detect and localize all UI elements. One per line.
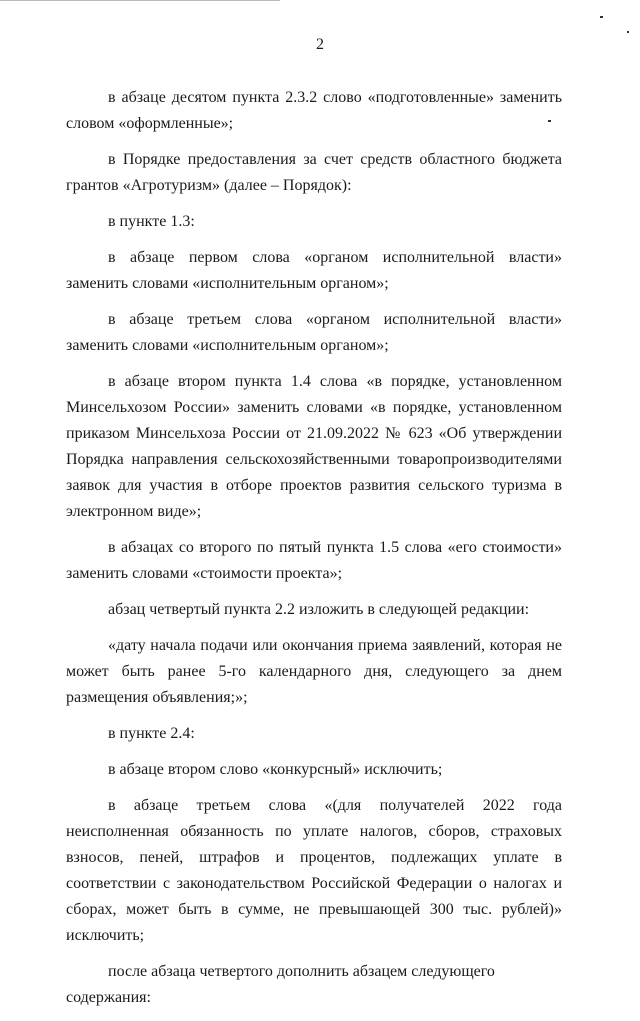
scan-artifact-dot <box>600 16 603 18</box>
paragraph: в абзаце десятом пункта 2.3.2 слово «подготовленные» заменить словом «оформленные»; <box>66 89 562 132</box>
paragraph: «дату начала подачи или окончания приема заявлений, которая не может быть ранее 5-го календарного дня, следующего за днем размещения объявления;»; <box>66 637 562 706</box>
paragraph: после абзаца четвертого дополнить абзацем следующего содержания: <box>66 963 495 1006</box>
paragraph: в абзаце втором пункта 1.4 слова «в порядке, установленном Минсельхозом России» заменить словами «в порядке, установленном приказом Минсельхоза России от 21.09.2022 № 623 «Об утверждении Порядка направления сельскохозяйственными товаропроизводителями заявок для участия в отборе проектов развития сельского туризма в электронном виде»; <box>66 373 562 520</box>
scan-artifact-line <box>0 0 280 1</box>
document-body <box>66 85 562 1021</box>
paragraph: в пункте 2.4: <box>108 725 195 742</box>
paragraph: в абзаце втором слово «конкурсный» исключить; <box>108 761 443 778</box>
paragraph: абзац четвертый пункта 2.2 изложить в следующей редакции: <box>108 601 530 618</box>
page-number: 2 <box>316 36 324 53</box>
paragraph: в Порядке предоставления за счет средств областного бюджета грантов «Агротуризм» (далее – Порядок): <box>66 151 562 194</box>
paragraph: в абзаце третьем слова «органом исполнительной власти» заменить словами «исполнительным органом»; <box>66 311 562 354</box>
paragraph: в пункте 1.3: <box>108 213 195 230</box>
paragraph: в абзацах со второго по пятый пункта 1.5 слова «его стоимости» заменить словами «стоимости проекта»; <box>66 539 562 582</box>
scan-artifact-dot <box>627 31 629 33</box>
paragraph: в абзаце третьем слова «(для получателей 2022 года неисполненная обязанность по уплате налогов, сборов, страховых взносов, пеней, штрафов и процентов, подлежащих уплате в соответствии с законодательством Российской Федерации о налогах и сборах, может быть в сумме, не превышающей 300 тыс. рублей)» исключить; <box>66 797 562 944</box>
paragraph: в абзаце первом слова «органом исполнительной власти» заменить словами «исполнительным органом»; <box>66 249 562 292</box>
